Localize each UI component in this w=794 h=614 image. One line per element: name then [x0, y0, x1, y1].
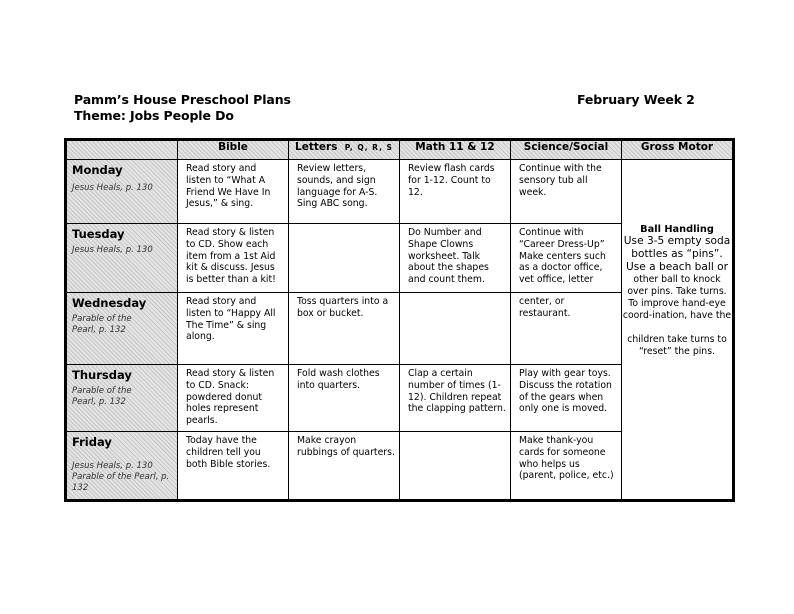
story-reference-line-2: Pearl, p. 132	[72, 397, 126, 407]
day-name: Friday	[72, 435, 112, 449]
day-name: Tuesday	[72, 227, 125, 241]
day-name: Wednesday	[72, 296, 147, 310]
col-header-math: Math 11 & 12	[400, 141, 511, 160]
day-row-monday	[67, 160, 733, 224]
lesson-plan-table	[64, 138, 735, 502]
letters-cell: Review letters, sounds, and sign language for A-S. Sing ABC song.	[289, 160, 400, 224]
math-cell: Clap a certain number of times (1-12). Children repeat the clapping pattern.	[400, 365, 511, 432]
bible-cell: Read story & listen to CD. Show each item from a 1st Aid kit & discuss. Jesus is better than a kit!	[178, 224, 289, 293]
bible-cell: Read story and listen to “What A Friend We Have In Jesus,” & sing.	[178, 160, 289, 224]
gross-motor-text-3: children take turns to “reset” the pins.	[627, 334, 727, 357]
gross-motor-title: Ball Handling	[640, 224, 714, 235]
science-cell: Continue with “Career Dress-Up” Make centers such as a doctor office, vet office, letter	[511, 224, 622, 293]
science-cell: Play with gear toys. Discuss the rotation of the gears when only one is moved.	[511, 365, 622, 432]
letters-cell: Fold wash clothes into quarters.	[289, 365, 400, 432]
science-cell: Continue with the sensory tub all week.	[511, 160, 622, 224]
theme-line: Theme: Jobs People Do	[74, 108, 234, 123]
col-header-letters	[289, 141, 400, 160]
week-label: February Week 2	[577, 92, 695, 107]
col-header-letters-list: P, Q, R, S	[344, 143, 393, 152]
day-cell	[67, 293, 178, 365]
math-cell	[400, 432, 511, 500]
story-reference: Jesus Heals, p. 130	[72, 461, 153, 471]
math-cell	[400, 293, 511, 365]
corner-cell	[67, 141, 178, 160]
story-reference: Jesus Heals, p. 130	[72, 245, 153, 255]
day-name: Thursday	[72, 368, 132, 382]
science-cell: center, or restaurant.	[511, 293, 622, 365]
column-header-row	[67, 141, 733, 160]
day-cell	[67, 432, 178, 500]
letters-cell: Make crayon rubbings of quarters.	[289, 432, 400, 500]
day-cell	[67, 365, 178, 432]
letters-cell	[289, 224, 400, 293]
day-cell	[67, 160, 178, 224]
story-reference: Parable of the	[72, 314, 132, 324]
story-reference-line-2: Pearl, p. 132	[72, 325, 126, 335]
col-header-bible: Bible	[178, 141, 289, 160]
story-reference-line-2: Parable of the Pearl, p. 132	[72, 472, 170, 493]
day-cell	[67, 224, 178, 293]
day-name: Monday	[72, 163, 123, 177]
gross-motor-text-2: other ball to knock over pins. Take turns. To improve hand-eye coord-ination, have the	[622, 274, 732, 321]
bible-cell: Today have the children tell you both Bible stories.	[178, 432, 289, 500]
bible-cell: Read story & listen to CD. Snack: powdered donut holes represent pearls.	[178, 365, 289, 432]
math-cell: Review flash cards for 1-12. Count to 12.	[400, 160, 511, 224]
col-header-gross-motor: Gross Motor	[622, 141, 733, 160]
gross-motor-cell	[622, 160, 733, 500]
gross-motor-text-1: Use 3-5 empty soda bottles as “pins”. Use a beach ball or	[623, 235, 731, 273]
document-title: Pamm’s House Preschool Plans	[74, 92, 291, 107]
math-cell: Do Number and Shape Clowns worksheet. Talk about the shapes and count them.	[400, 224, 511, 293]
bible-cell: Read story and listen to “Happy All The Time” & sing along.	[178, 293, 289, 365]
col-header-science: Science/Social	[511, 141, 622, 160]
story-reference: Jesus Heals, p. 130	[72, 183, 153, 193]
story-reference: Parable of the	[72, 386, 132, 396]
letters-cell: Toss quarters into a box or bucket.	[289, 293, 400, 365]
science-cell: Make thank-you cards for someone who helps us (parent, police, etc.)	[511, 432, 622, 500]
col-header-letters-label: Letters	[295, 141, 338, 153]
